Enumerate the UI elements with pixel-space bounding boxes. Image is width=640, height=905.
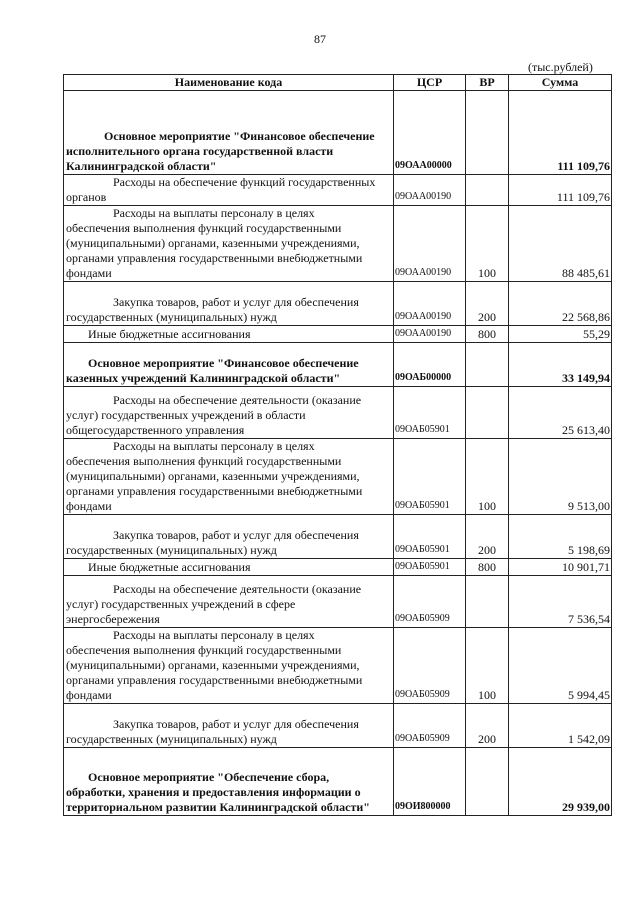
row-csr: 09ОАА00190	[394, 282, 466, 326]
row-csr: 09ОАБ05901	[394, 515, 466, 559]
header-sum: Сумма	[509, 75, 612, 91]
row-csr: 09ОИ800000	[394, 748, 466, 816]
row-name-first-line: Расходы на выплаты персоналу в целях	[113, 206, 315, 220]
row-name-first-line: Расходы на обеспечение деятельности (оказание	[113, 582, 362, 596]
row-vr	[466, 576, 509, 628]
header-name: Наименование кода	[64, 75, 394, 91]
row-name-first-line: Иные бюджетные ассигнования	[88, 327, 251, 341]
row-csr: 09ОАБ05901	[394, 559, 466, 576]
budget-table	[63, 74, 612, 816]
row-csr: 09ОАБ05901	[394, 387, 466, 439]
table-row	[64, 704, 612, 748]
row-sum: 111 109,76	[509, 175, 612, 206]
row-vr: 100	[466, 628, 509, 704]
row-name-first-line: Расходы на обеспечение деятельности (оказание	[113, 393, 362, 407]
row-name-rest: государственных (муниципальных) нужд	[66, 543, 277, 557]
table-body	[64, 91, 612, 816]
row-name	[64, 343, 394, 387]
row-name-first-line: Основное мероприятие "Обеспечение сбора,	[88, 770, 330, 784]
row-sum: 1 542,09	[509, 704, 612, 748]
row-name-rest: услуг) государственных учреждений в сфере энергосбережения	[66, 597, 296, 626]
row-csr: 09ОАА00000	[394, 91, 466, 175]
table-row	[64, 175, 612, 206]
row-vr: 200	[466, 515, 509, 559]
row-name	[64, 326, 394, 343]
row-name-rest: обеспечения выполнения функций государственными (муниципальными) органами, казенными учреждениями, органами управления государственными внебюджетными фондами	[66, 454, 363, 513]
row-csr: 09ОАА00190	[394, 206, 466, 282]
row-vr	[466, 387, 509, 439]
row-sum: 5 198,69	[509, 515, 612, 559]
row-name-first-line: Расходы на выплаты персоналу в целях	[113, 628, 315, 642]
table-row	[64, 343, 612, 387]
row-name	[64, 576, 394, 628]
table-row	[64, 748, 612, 816]
row-name-first-line: Закупка товаров, работ и услуг для обеспечения	[113, 528, 359, 542]
row-sum: 55,29	[509, 326, 612, 343]
row-name-rest: обработки, хранения и предоставления информации о территориальном развитии Калининградской области"	[66, 785, 370, 814]
row-sum: 25 613,40	[509, 387, 612, 439]
header-vr: ВР	[466, 75, 509, 91]
row-name-rest: обеспечения выполнения функций государственными (муниципальными) органами, казенными учреждениями, органами управления государственными внебюджетными фондами	[66, 221, 363, 280]
row-csr: 09ОАБ05909	[394, 628, 466, 704]
row-name-first-line: Расходы на обеспечение функций государственных	[113, 175, 376, 189]
row-sum: 9 513,00	[509, 439, 612, 515]
row-vr	[466, 175, 509, 206]
row-name-rest: государственных (муниципальных) нужд	[66, 732, 277, 746]
row-sum: 10 901,71	[509, 559, 612, 576]
row-name	[64, 559, 394, 576]
row-sum: 33 149,94	[509, 343, 612, 387]
row-vr: 100	[466, 206, 509, 282]
row-csr: 09ОАБ05909	[394, 704, 466, 748]
row-name-rest: исполнительного органа государственной власти Калининградской области"	[66, 144, 334, 173]
row-sum: 5 994,45	[509, 628, 612, 704]
table-row	[64, 282, 612, 326]
table-row	[64, 206, 612, 282]
row-vr: 100	[466, 439, 509, 515]
row-sum: 7 536,54	[509, 576, 612, 628]
table-row	[64, 515, 612, 559]
row-name	[64, 175, 394, 206]
table-row	[64, 559, 612, 576]
row-name	[64, 628, 394, 704]
table-row	[64, 628, 612, 704]
row-name	[64, 206, 394, 282]
units-label: (тыс.рублей)	[528, 60, 593, 74]
row-name-first-line: Иные бюджетные ассигнования	[88, 560, 251, 574]
row-csr: 09ОАБ05909	[394, 576, 466, 628]
row-vr	[466, 91, 509, 175]
row-csr: 09ОАБ05901	[394, 439, 466, 515]
row-vr: 200	[466, 282, 509, 326]
row-name	[64, 387, 394, 439]
row-name	[64, 439, 394, 515]
row-name-rest: органов	[66, 190, 107, 204]
row-name	[64, 748, 394, 816]
row-sum: 22 568,86	[509, 282, 612, 326]
table-header-row	[64, 75, 612, 91]
row-name-rest: государственных (муниципальных) нужд	[66, 310, 277, 324]
table-row	[64, 576, 612, 628]
header-csr: ЦСР	[394, 75, 466, 91]
row-name-first-line: Расходы на выплаты персоналу в целях	[113, 439, 315, 453]
row-vr: 800	[466, 326, 509, 343]
row-name-first-line: Основное мероприятие "Финансовое обеспечение	[104, 129, 375, 143]
row-csr: 09ОАБ00000	[394, 343, 466, 387]
row-vr	[466, 343, 509, 387]
row-vr: 800	[466, 559, 509, 576]
table-row	[64, 91, 612, 175]
row-csr: 09ОАА00190	[394, 326, 466, 343]
row-name-first-line: Основное мероприятие "Финансовое обеспечение	[88, 356, 359, 370]
row-name-rest: услуг) государственных учреждений в области общегосударственного управления	[66, 408, 306, 437]
row-sum: 88 485,61	[509, 206, 612, 282]
row-sum: 111 109,76	[509, 91, 612, 175]
row-name-rest: казенных учреждений Калининградской области"	[66, 371, 341, 385]
table-row	[64, 439, 612, 515]
table-row	[64, 326, 612, 343]
row-csr: 09ОАА00190	[394, 175, 466, 206]
row-name	[64, 282, 394, 326]
row-vr	[466, 748, 509, 816]
page-number: 87	[314, 32, 326, 46]
table-row	[64, 387, 612, 439]
row-name	[64, 91, 394, 175]
row-name-first-line: Закупка товаров, работ и услуг для обеспечения	[113, 295, 359, 309]
row-name-first-line: Закупка товаров, работ и услуг для обеспечения	[113, 717, 359, 731]
row-name	[64, 704, 394, 748]
row-vr: 200	[466, 704, 509, 748]
row-name	[64, 515, 394, 559]
row-name-rest: обеспечения выполнения функций государственными (муниципальными) органами, казенными учреждениями, органами управления государственными внебюджетными фондами	[66, 643, 363, 702]
row-sum: 29 939,00	[509, 748, 612, 816]
